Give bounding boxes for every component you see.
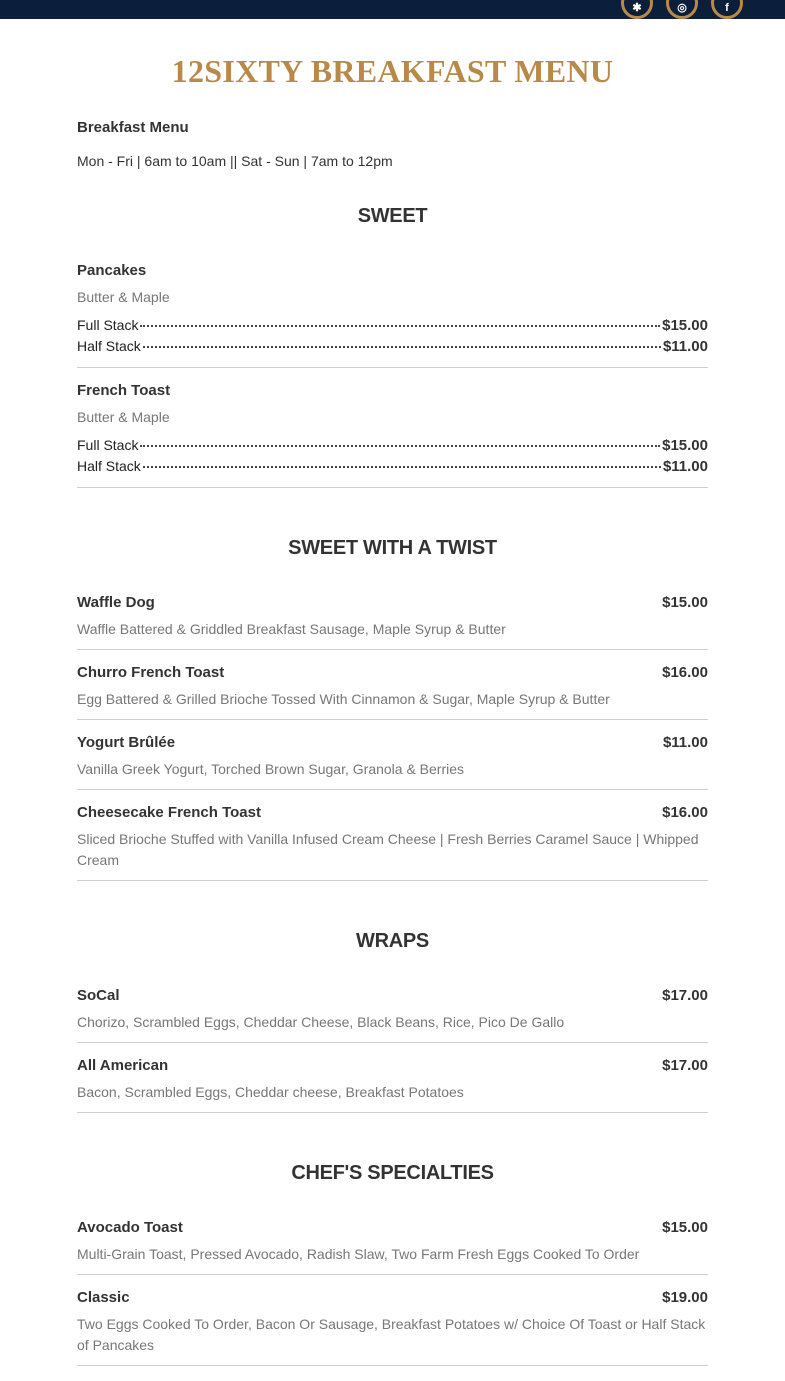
menu-hours: Mon - Fri | 6am to 10am || Sat - Sun | 7am to 12pm [77,153,393,169]
item-name: Waffle Dog [77,594,155,611]
item-name: Cheesecake French Toast [77,804,261,821]
item-description: Two Eggs Cooked To Order, Bacon Or Sausage, Breakfast Potatoes w/ Choice Of Toast or Half Stack of Pancakes [77,1316,706,1353]
yelp-icon[interactable]: ✱ [621,0,653,19]
price-line [77,338,708,355]
item-name: French Toast [77,382,171,399]
option-label: Full Stack [77,437,139,453]
item-name: Yogurt Brûlée [77,734,176,751]
item-name: All American [77,1057,169,1074]
option-price: $15.00 [662,317,708,334]
option-label: Half Stack [77,338,141,354]
item-description: Bacon, Scrambled Eggs, Cheddar cheese, Breakfast Potatoes [77,1084,464,1100]
item-price: $11.00 [662,734,708,751]
option-price: $11.00 [662,338,708,355]
item-price: $16.00 [662,804,708,821]
section-title-twist: SWEET WITH A TWIST [288,537,497,559]
divider [77,367,708,368]
item-price: $17.00 [662,987,708,1004]
divider [77,719,708,720]
divider [77,880,708,881]
item-description: Sliced Brioche Stuffed with Vanilla Infused Cream Cheese | Fresh Berries Caramel Sauce | Whipped Cream [77,831,699,868]
item-description: Vanilla Greek Yogurt, Torched Brown Sugar, Granola & Berries [77,761,465,777]
item-price: $16.00 [662,664,708,681]
divider [77,487,708,488]
item-name: Pancakes [77,262,147,279]
option-label: Half Stack [77,458,141,474]
item-description: Egg Battered & Grilled Brioche Tossed With Cinnamon & Sugar, Maple Syrup & Butter [77,691,610,707]
menu-name: Breakfast Menu [77,119,189,136]
section-title-sweet: SWEET [357,205,428,227]
item-price: $15.00 [662,1219,708,1236]
option-price: $11.00 [662,458,708,475]
page-title: 12SIXTY BREAKFAST MENU [171,53,614,89]
item-name: Churro French Toast [77,664,225,681]
divider [77,1112,708,1113]
price-line [77,437,708,454]
item-price: $19.00 [662,1289,708,1306]
divider [77,1274,708,1275]
dot-leader [140,445,660,447]
price-line [77,458,708,475]
divider [77,649,708,650]
item-description: Multi-Grain Toast, Pressed Avocado, Radish Slaw, Two Farm Fresh Eggs Cooked To Order [77,1246,640,1262]
instagram-icon[interactable]: ◎ [666,0,698,19]
section-title-wraps: WRAPS [356,930,429,952]
item-name: Classic [77,1289,130,1306]
item-price: $15.00 [662,594,708,611]
facebook-icon[interactable]: f [711,0,743,19]
item-description: Waffle Battered & Griddled Breakfast Sausage, Maple Syrup & Butter [77,621,506,637]
dot-leader [143,346,661,348]
divider [77,789,708,790]
item-description: Chorizo, Scrambled Eggs, Cheddar Cheese, Black Beans, Rice, Pico De Gallo [77,1014,565,1030]
option-label: Full Stack [77,317,139,333]
item-name: Avocado Toast [77,1219,183,1236]
item-description: Butter & Maple [77,289,170,305]
price-line [77,317,708,334]
section-title-chefs: CHEF'S SPECIALTIES [291,1162,494,1184]
divider [77,1042,708,1043]
item-price: $17.00 [662,1057,708,1074]
option-price: $15.00 [662,437,708,454]
item-name: SoCal [77,987,120,1004]
dot-leader [143,466,661,468]
divider [77,1365,708,1366]
item-description: Butter & Maple [77,409,170,425]
dot-leader [140,325,660,327]
